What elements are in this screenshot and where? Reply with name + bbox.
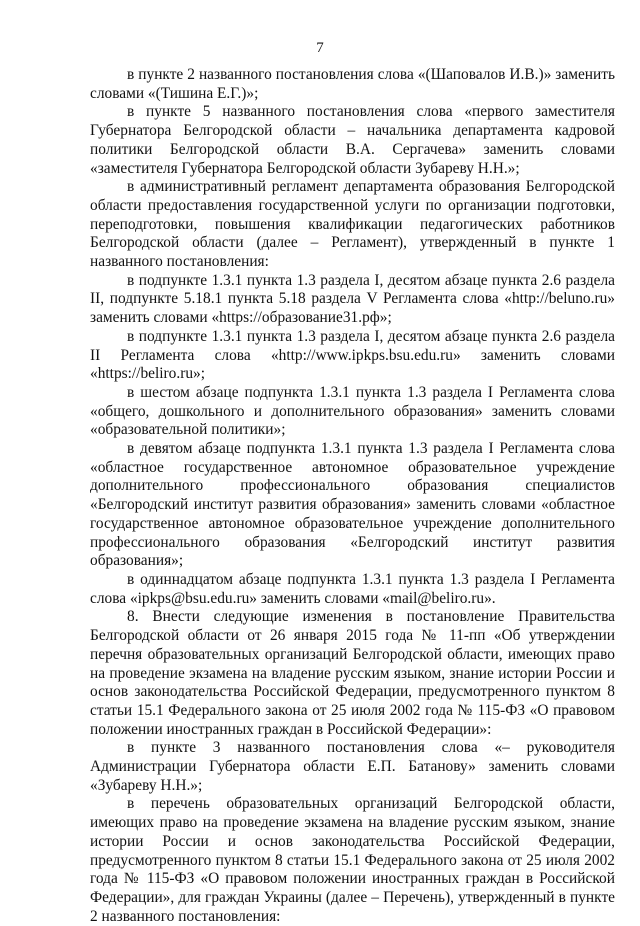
paragraph: в девятом абзаце подпункта 1.3.1 пункта 1.3 раздела I Регламента слова «областное государственное автономное образовательное учреждение дополнительного профессионального образования специалистов «Белгородский институт развития образования» заменить словами «областное государственное автономное образовательное учреждение дополнительного профессионального образования «Белгородский институт развития образования»; — [90, 440, 615, 570]
paragraph: в пункте 5 названного постановления слова «первого заместителя Губернатора Белгородской области – начальника департамента кадровой политики Белгородской области В.А. Сергачева» заменить словами «заместителя Губернатора Белгородской области Зубареву Н.Н.»; — [90, 103, 615, 177]
paragraph: в пункте 3 названного постановления слова «– руководителя Администрации Губернатора области Е.П. Батанову» заменить словами «Зубареву Н.Н.»; — [90, 739, 615, 794]
paragraph: в шестом абзаце подпункта 1.3.1 пункта 1.3 раздела I Регламента слова «общего, дошкольного и дополнительного образования» заменить словами «образовательной политики»; — [90, 383, 615, 439]
paragraph: в подпункте 1.3.1 пункта 1.3 раздела I, десятом абзаце пункта 2.6 раздела II Регламента слова «http://www.ipkps.bsu.edu.ru» заменить словами «https://beliro.ru»; — [90, 327, 615, 383]
paragraph: в подпункте 1.3.1 пункта 1.3 раздела I, десятом абзаце пункта 2.6 раздела II, подпункте 5.18.1 пункта 5.18 раздела V Регламента слова «http://beluno.ru» заменить словами «https://образование31.рф»; — [90, 271, 615, 327]
paragraph: в административный регламент департамента образования Белгородской области предоставления государственной услуги по организации подготовки, переподготовки, повышения квалификации педагогических работников Белгородской области (далее – Регламент), утвержденный в пункте 1 названного постановления: — [90, 178, 615, 271]
page-number: 7 — [316, 40, 324, 56]
paragraph: в одиннадцатом абзаце подпункта 1.3.1 пункта 1.3 раздела I Регламента слова «ipkps@bsu.edu.ru» заменить словами «mail@beliro.ru». — [90, 570, 615, 607]
paragraph: 8. Внести следующие изменения в постановление Правительства Белгородской области от 26 января 2015 года № 11-пп «Об утверждении перечня образовательных организаций Белгородской области, имеющих право на проведение экзамена на владение русским языком, знание истории России и основ законодательства Российской Федерации, предусмотренного пунктом 8 статьи 15.1 Федерального закона от 25 июля 2002 года № 115-ФЗ «О правовом положении иностранных граждан в Российской Федерации»: — [90, 608, 615, 738]
paragraph: в перечень образовательных организаций Белгородской области, имеющих право на проведение экзамена на владение русским языком, знание истории России и основ законодательства Российской Федерации, предусмотренного пунктом 8 статьи 15.1 Федерального закона от 25 июля 2002 года № 115-ФЗ «О правовом положении иностранных граждан в Российской Федерации», для граждан Украины (далее – Перечень), утвержденный в пункте 2 названного постановления: — [90, 795, 615, 925]
document-body — [90, 66, 615, 926]
paragraph: в пункте 2 названного постановления слова «(Шаповалов И.В.)» заменить словами «(Тишина Е.Г.)»; — [90, 66, 615, 102]
